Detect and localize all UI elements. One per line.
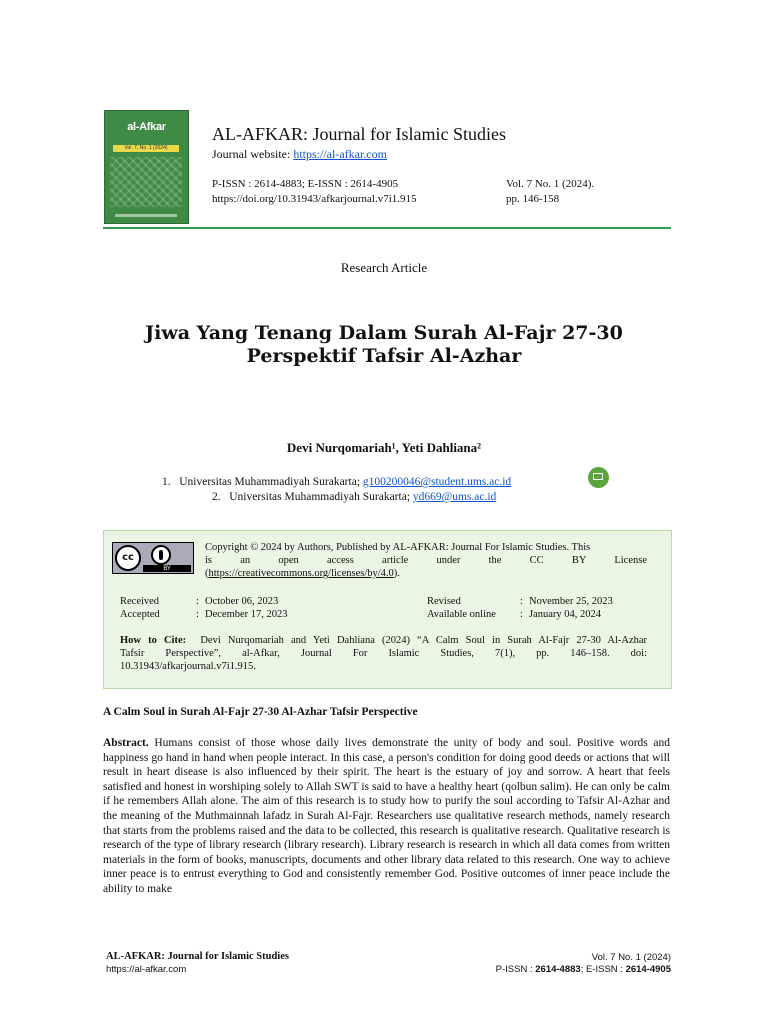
website-link[interactable]: https://al-afkar.com xyxy=(293,147,387,161)
paren-close: ). xyxy=(393,568,400,579)
cover-title: al-Afkar xyxy=(127,121,166,133)
affiliation-email[interactable]: g100200046@student.ums.ac.id xyxy=(362,476,512,488)
volume-info: Vol. 7 No. 1 (2024). xyxy=(506,178,595,190)
affiliation-number: 1. xyxy=(162,476,171,488)
online-date: January 04, 2024 xyxy=(529,609,602,620)
abstract-label: Abstract. xyxy=(103,737,149,749)
paper-title-line1: Jiwa Yang Tenang Dalam Surah Al-Fajr 27-30 xyxy=(145,322,623,344)
journal-title: AL-AFKAR: Journal for Islamic Studies xyxy=(212,124,506,144)
received-label: Received xyxy=(120,596,160,607)
page-range: pp. 146-158 xyxy=(506,193,560,205)
footer-pissn: 2614-4883 xyxy=(535,964,581,975)
revised-date: November 25, 2023 xyxy=(529,596,613,607)
footer-pissn-label: P-ISSN : xyxy=(495,964,536,975)
date-sep: : xyxy=(196,596,199,607)
person-icon xyxy=(151,545,171,565)
cite-line-3: 10.31943/afkarjournal.v7i1.915. xyxy=(120,661,256,672)
affiliation-1 xyxy=(162,476,511,488)
affiliation-text: Universitas Muhammadiyah Surakarta; xyxy=(229,491,413,503)
cover-pattern xyxy=(110,157,182,207)
cc-by-license-badge[interactable] xyxy=(112,542,194,574)
online-label: Available online xyxy=(427,609,496,620)
email-icon[interactable] xyxy=(588,467,609,488)
affiliation-email[interactable]: yd669@ums.ac.id xyxy=(412,491,497,503)
issn: P-ISSN : 2614-4883; E-ISSN : 2614-4905 xyxy=(212,178,399,190)
journal-website xyxy=(212,147,387,162)
footer-journal-title: AL-AFKAR: Journal for Islamic Studies xyxy=(106,951,289,962)
cover-footer-line xyxy=(115,214,177,217)
how-to-cite xyxy=(120,634,647,673)
affiliation-number: 2. xyxy=(212,491,221,503)
paper-title-line2: Perspektif Tafsir Al-Azhar xyxy=(246,345,522,367)
paper-title xyxy=(0,322,768,368)
license-line-3 xyxy=(205,567,647,580)
license-url[interactable]: https://creativecommons.org/licenses/by/4.0 xyxy=(208,568,394,579)
footer-website[interactable]: https://al-afkar.com xyxy=(106,964,187,975)
accepted-label: Accepted xyxy=(120,609,160,620)
date-sep: : xyxy=(196,609,199,620)
website-label: Journal website: xyxy=(212,147,294,161)
footer-eissn-label: ; E-ISSN : xyxy=(580,964,626,975)
by-label: BY xyxy=(143,565,191,572)
revised-label: Revised xyxy=(427,596,461,607)
date-sep: : xyxy=(520,609,523,620)
cc-icon: cc xyxy=(115,545,141,571)
author-list: Devi Nurqomariah¹, Yeti Dahliana² xyxy=(286,440,482,455)
header-divider xyxy=(103,227,671,229)
cite-line-1 xyxy=(120,634,647,647)
cite-text-1: Devi Nurqomariah and Yeti Dahliana (2024) “A Calm Soul in Surah Al-Fajr 27-30 Al-Azhar xyxy=(200,635,648,646)
cover-issue: Vol. 7, No. 1 (2024) xyxy=(124,145,168,151)
cite-line-2: Tafsir Perspective”, al-Afkar, Journal For Islamic Studies, 7(1), pp. 146–158. doi: xyxy=(120,648,647,659)
english-title: A Calm Soul in Surah Al-Fajr 27-30 Al-Azhar Tafsir Perspective xyxy=(103,706,418,718)
license-line-1: Copyright © 2024 by Authors, Published by AL-AFKAR: Journal For Islamic Studies. This xyxy=(205,542,591,553)
license-line-2: is an open access article under the CC BY License xyxy=(205,555,647,566)
doi-link[interactable]: https://doi.org/10.31943/afkarjournal.v7i1.915 xyxy=(212,193,417,205)
date-sep: : xyxy=(520,596,523,607)
affiliation-text: Universitas Muhammadiyah Surakarta; xyxy=(179,476,363,488)
abstract xyxy=(103,736,670,897)
footer-eissn: 2614-4905 xyxy=(625,964,671,975)
footer-issn xyxy=(496,964,671,975)
cover-issue-bar xyxy=(113,145,179,152)
received-date: October 06, 2023 xyxy=(205,596,279,607)
accepted-date: December 17, 2023 xyxy=(205,609,288,620)
affiliation-2 xyxy=(212,491,496,503)
journal-cover-image xyxy=(104,110,189,224)
article-type: Research Article xyxy=(340,260,428,275)
paren-open: ( xyxy=(205,568,209,579)
abstract-text: Humans consist of those whose daily lives demonstrate the unity of body and soul. Positive words and happiness go hand in hand when people interact. In this case, a person's condition for doing good deeds or actions that will result in heart disease is also influenced by their spirit. The heart is the estuary of joy and sorrow. A heart that feels satisfied and honest in worshiping solely to Allah SWT is said to have a healthy heart (qolbun salim). He can only be calm if he remembers Allah alone. The aim of this research is to study how to purify the soul according to Tafsir Al-Azhar and the meaning of the Muthmainnah lafadz in Surah Al-Fajr. Researchers use qualitative research methods, namely research that starts from the problems raised and the data to be collected, this research is qualitative research. Qualitative research is research of the type of library research (library research). Library research is research in which all data comes from written materials in the form of books, manuscripts, documents and other library data related to this research. One way to achieve inner peace is to entrust everything to God and consistently remember God. Positive outcomes of inner peace include the ability to make xyxy=(103,737,671,895)
cite-label: How to Cite: xyxy=(120,635,187,646)
license-text xyxy=(205,541,647,580)
footer-volume: Vol. 7 No. 1 (2024) xyxy=(591,952,671,963)
